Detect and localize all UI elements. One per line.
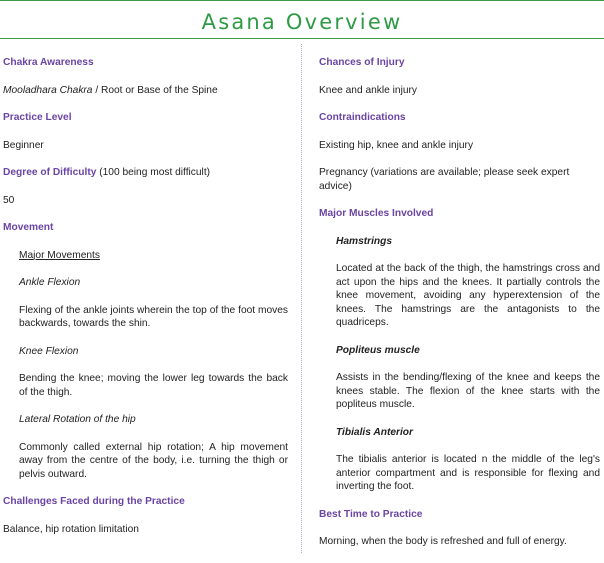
chakra-value: [3, 84, 288, 98]
difficulty-note: (100 being most difficult): [96, 167, 211, 178]
difficulty-label: Degree of Difficulty: [3, 167, 97, 178]
muscle-name: Tibialis Anterior: [336, 426, 413, 438]
injury-heading: Chances of Injury: [319, 57, 405, 68]
movement-title: Ankle Flexion: [19, 277, 81, 288]
muscle-name: Popliteus muscle: [336, 344, 420, 356]
difficulty-heading: [3, 166, 288, 180]
movement-title: Knee Flexion: [19, 345, 79, 357]
title-rule: [0, 38, 604, 39]
top-rule: [0, 0, 604, 7]
muscle-text: The tibialis anterior is located n the middle of the leg's anterior compartment and is responsible for flexing and inverting the foot.: [336, 454, 600, 492]
muscles-heading: Major Muscles Involved: [319, 208, 434, 219]
practice-level-value: Beginner: [3, 139, 44, 151]
movement-text: Commonly called external hip rotation; A hip movement away from the centre of the body, i.e. turning the thigh or pelvis outward.: [19, 441, 288, 480]
column-divider: [301, 44, 302, 553]
best-time-heading: Best Time to Practice: [319, 508, 423, 520]
page-title: Asana Overview: [201, 10, 403, 34]
contraindication-item: Existing hip, knee and ankle injury: [319, 139, 474, 151]
chakra-name: Mooladhara Chakra: [3, 84, 93, 96]
left-column: [3, 56, 288, 550]
movement-heading: Movement: [3, 222, 54, 233]
injury-value: Knee and ankle injury: [319, 84, 417, 96]
chakra-rest: / Root or Base of the Spine: [92, 84, 218, 96]
challenges-heading: Challenges Faced during the Practice: [3, 496, 185, 507]
challenges-value: Balance, hip rotation limitation: [3, 523, 139, 535]
muscle-text: Located at the back of the thigh, the hamstrings cross and act upon the hips and the knees. It partially controls the knee movement, avoiding any hyperextension of the knees. The hamstrings are the antagonists to the quadriceps.: [336, 263, 600, 328]
movement-title: Lateral Rotation of the hip: [19, 414, 136, 425]
movement-text: Bending the knee; moving the lower leg towards the back of the thigh.: [19, 373, 288, 398]
major-movements-subheading: Major Movements: [19, 249, 100, 261]
contraindications-heading: Contraindications: [319, 112, 406, 123]
movement-text: Flexing of the ankle joints wherein the top of the foot moves backwards, towards the shin.: [19, 304, 288, 329]
muscle-name: Hamstrings: [336, 235, 393, 247]
right-column: [319, 56, 600, 563]
best-time-value: Morning, when the body is refreshed and full of energy.: [319, 536, 567, 547]
chakra-heading: Chakra Awareness: [3, 57, 94, 68]
practice-level-heading: Practice Level: [3, 112, 72, 123]
muscle-text: Assists in the bending/flexing of the knee and keeps the knees stable. The flexion of the knee starts with the popliteus muscle.: [336, 372, 600, 410]
contraindication-item: Pregnancy (variations are available; please seek expert advice): [319, 167, 570, 192]
difficulty-value: 50: [3, 194, 15, 206]
